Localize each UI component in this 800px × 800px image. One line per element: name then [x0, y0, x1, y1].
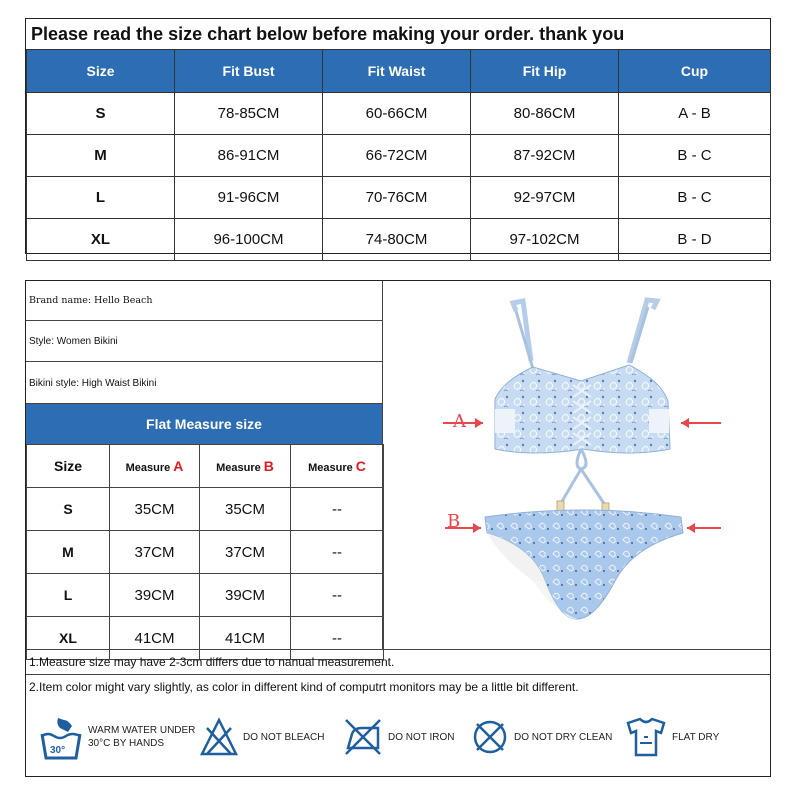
care-bleach-label: DO NOT BLEACH: [243, 731, 325, 743]
size-chart-header-row: [27, 50, 771, 93]
flat-measure-title: Flat Measure size: [26, 404, 382, 444]
product-details-panel: [25, 280, 771, 777]
waist-cell: 70-76CM: [323, 177, 471, 219]
measure-c-cell: --: [291, 488, 384, 531]
measure-b-cell: 41CM: [200, 617, 291, 660]
bust-cell: 96-100CM: [175, 219, 323, 261]
measure-letter-c: C: [355, 458, 366, 474]
table-row: [27, 93, 771, 135]
style-info: Style: Women Bikini: [26, 322, 382, 362]
bust-cell: 91-96CM: [175, 177, 323, 219]
care-flat-dry: [624, 711, 719, 763]
bikini-style-info: Bikini style: High Waist Bikini: [26, 363, 382, 404]
size-cell: S: [27, 93, 175, 135]
cup-cell: A - B: [619, 93, 771, 135]
hip-cell: 97-102CM: [471, 219, 619, 261]
measure-label: Measure: [308, 462, 356, 474]
care-hand-wash: [38, 711, 195, 763]
size-cell: L: [27, 177, 175, 219]
measure-a-cell: 39CM: [110, 574, 200, 617]
no-dry-clean-icon: [470, 716, 510, 758]
bikini-product-image: [383, 281, 770, 649]
size-cell: M: [27, 531, 110, 574]
measure-a-cell: 37CM: [110, 531, 200, 574]
table-row: [27, 488, 384, 531]
table-row: [27, 574, 384, 617]
table-row: [27, 177, 771, 219]
measure-b-cell: 35CM: [200, 488, 291, 531]
measure-b-cell: 37CM: [200, 531, 291, 574]
size-chart-panel: [25, 18, 771, 254]
care-instructions: [26, 699, 770, 776]
measure-label: Measure: [216, 462, 264, 474]
flat-header-measure-c: [291, 445, 384, 488]
table-row: [27, 219, 771, 261]
size-cell: S: [27, 488, 110, 531]
flat-header-measure-b: [200, 445, 291, 488]
size-cell: XL: [27, 617, 110, 660]
cup-cell: B - D: [619, 219, 771, 261]
hip-cell: 87-92CM: [471, 135, 619, 177]
header-cup: Cup: [619, 50, 771, 93]
measure-b-cell: 39CM: [200, 574, 291, 617]
hip-cell: 92-97CM: [471, 177, 619, 219]
flat-header-measure-a: [110, 445, 200, 488]
table-row: [27, 135, 771, 177]
flat-measure-table: [26, 444, 384, 660]
size-cell: L: [27, 574, 110, 617]
size-cell: XL: [27, 219, 175, 261]
measure-label-a: A: [453, 411, 466, 432]
cup-cell: B - C: [619, 177, 771, 219]
bust-cell: 78-85CM: [175, 93, 323, 135]
measure-c-cell: --: [291, 617, 384, 660]
header-size: Size: [27, 50, 175, 93]
header-fit-bust: Fit Bust: [175, 50, 323, 93]
care-wash-label: [88, 724, 195, 750]
product-info-column: [26, 281, 382, 649]
cup-cell: B - C: [619, 135, 771, 177]
care-flat-dry-label: FLAT DRY: [672, 731, 720, 743]
size-chart-title: Please read the size chart below before making your order. thank you: [31, 24, 625, 44]
measure-a-cell: 41CM: [110, 617, 200, 660]
size-cell: M: [27, 135, 175, 177]
flat-dry-icon: [624, 715, 668, 759]
care-dry-clean-label: DO NOT DRY CLEAN: [514, 731, 613, 743]
notes-section: [26, 649, 770, 699]
flat-header-row: [27, 445, 384, 488]
waist-cell: 66-72CM: [323, 135, 471, 177]
measure-c-cell: --: [291, 574, 384, 617]
hand-wash-icon: [38, 712, 84, 762]
measure-label: Measure: [125, 462, 174, 474]
waist-cell: 60-66CM: [323, 93, 471, 135]
hip-cell: 80-86CM: [471, 93, 619, 135]
care-no-bleach: [199, 711, 325, 763]
wash-line-2: 30°C BY HANDS: [88, 738, 165, 749]
measure-c-cell: --: [291, 531, 384, 574]
wash-temperature: 30°: [50, 745, 66, 756]
care-iron-label: DO NOT IRON: [388, 731, 455, 743]
bikini-illustration: [383, 281, 770, 649]
note-1: 1.Measure size may have 2-3cm differs due to nanual measurement.: [26, 650, 770, 675]
brand-name: Brand name: Hello Beach: [26, 281, 382, 321]
bust-cell: 86-91CM: [175, 135, 323, 177]
header-fit-hip: Fit Hip: [471, 50, 619, 93]
waist-cell: 74-80CM: [323, 219, 471, 261]
measure-letter-a: A: [173, 458, 184, 474]
no-iron-icon: [342, 716, 384, 758]
care-no-dry-clean: [470, 711, 612, 763]
care-no-iron: [342, 711, 454, 763]
table-row: [27, 531, 384, 574]
flat-header-size: Size: [27, 445, 110, 488]
measure-label-b: B: [447, 511, 461, 532]
wash-line-1: WARM WATER UNDER: [88, 725, 196, 736]
header-fit-waist: Fit Waist: [323, 50, 471, 93]
measure-letter-b: B: [263, 458, 274, 474]
measure-a-cell: 35CM: [110, 488, 200, 531]
size-chart-table: [26, 49, 771, 261]
no-bleach-icon: [199, 716, 239, 758]
note-2: 2.Item color might vary slightly, as color in different kind of computrt monitors may be a little bit different.: [29, 680, 579, 694]
